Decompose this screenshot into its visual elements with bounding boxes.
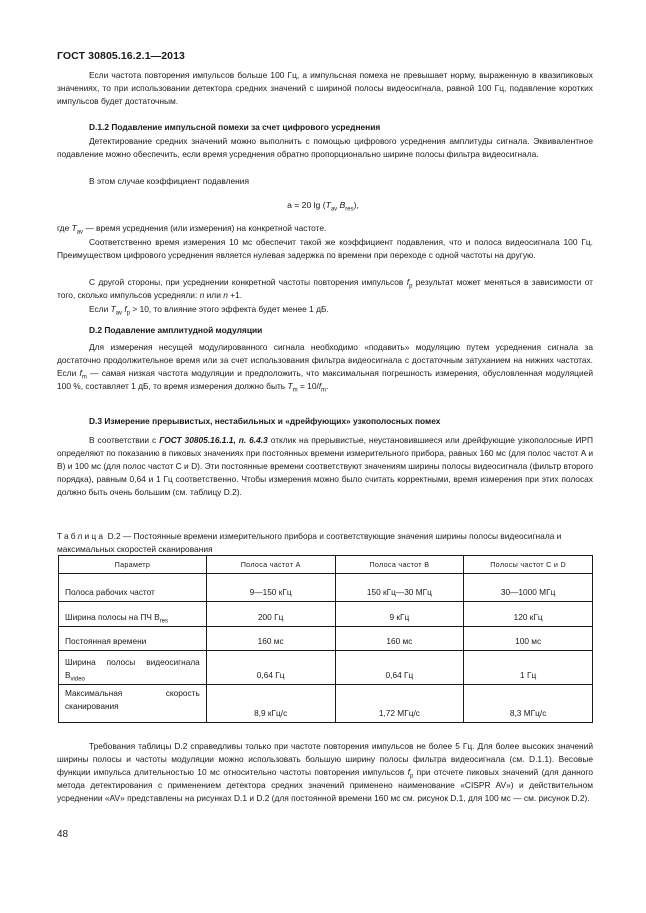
table-cell: 150 кГц—30 МГц bbox=[335, 574, 464, 602]
paragraph-suppression-coefficient: В этом случае коэффициент подавления bbox=[89, 176, 250, 186]
table-header-cell: Полоса частот B bbox=[335, 556, 464, 574]
paragraph-effect-limit: Если $T_{av}$ $f_p > 10$, то влияние этого эффекта будет менее 1 дБ. bbox=[89, 304, 329, 317]
table-cell: 8,9 кГц/с bbox=[206, 685, 335, 723]
table-cell: Максимальная скорость сканирования bbox=[59, 685, 207, 723]
table-cell: 120 кГц bbox=[464, 602, 593, 627]
table-cell: 30—1000 МГц bbox=[464, 574, 593, 602]
table-cell: 160 мс bbox=[206, 627, 335, 651]
paragraph-pulse-frequency: Если частота повторения импульсов больше 100 Гц, а импульсная помеха не превышает норму, выраженную в квазипиковых значениях, то при использовании детектора средних значений с шириной полосы видеосигнала, равной 100 Гц, подавление коротких импульсов будет достаточным. bbox=[57, 70, 593, 107]
heading-d12: D.1.2 Подавление импульсной помехи за счет цифрового усреднения bbox=[89, 122, 381, 132]
table-cell: 0,64 Гц bbox=[335, 651, 464, 685]
table-cell: 1 Гц bbox=[464, 651, 593, 685]
table-cell: 9 кГц bbox=[335, 602, 464, 627]
table-row bbox=[59, 651, 593, 685]
table-cell: 160 мс bbox=[335, 627, 464, 651]
heading-d3: D.3 Измерение прерывистых, нестабильных и «дрейфующих» узкополосных помех bbox=[89, 416, 441, 426]
paragraph-intermittent-interference: В соответствии с ГОСТ 30805.16.1.1, п. 6.4.3 отклик на прерывистые, неустановившиеся или дрейфующие узкополосные ИРП определяют по показанию в пиковых значениях при постоянных времени измерительного прибора, равных 160 мс (для полос частот A и B) и 100 мс (для полос частот C и D). Эти постоянные времени соответствуют значениям ширины полосы видеосигнала (фильтр второго порядка), равным 0,64 и 1 Гц соответственно. Чтобы измерения можно было считать корректными, время измерения при этих полосах должно быть очень большим (см. таблицу D.2). bbox=[57, 435, 593, 498]
table-row bbox=[59, 627, 593, 651]
table-d2 bbox=[58, 555, 593, 723]
formula-suppression: a = 20 $\lg (T_{av}$ $B_{res}$), bbox=[287, 200, 359, 213]
table-cell: Ширина полосы на ПЧ $B_{res}$ bbox=[59, 602, 207, 627]
table-cell: Полоса рабочих частот bbox=[59, 574, 207, 602]
table-cell: 200 Гц bbox=[206, 602, 335, 627]
heading-d2: D.2 Подавление амплитудной модуляции bbox=[89, 325, 263, 335]
table-row bbox=[59, 685, 593, 723]
table-row bbox=[59, 574, 593, 602]
table-cell: Ширина полосы видеосигнала $B_{video}$ bbox=[59, 651, 207, 685]
table-cell: 8,3 МГц/с bbox=[464, 685, 593, 723]
paragraph-where-tav: где $T_{av}$ — время усреднения (или измерения) на конкретной частоте. bbox=[57, 223, 327, 236]
table-row bbox=[59, 602, 593, 627]
page-number: 48 bbox=[57, 829, 69, 840]
paragraph-measurement-time: Соответственно время измерения 10 мс обеспечит такой же коэффициент подавления, что и полоса видеосигнала 100 Гц. Преимуществом цифрового усреднения является нулевая задержка по времени при переходе с одной частоты на другую. bbox=[57, 237, 593, 261]
table-caption: Таблица D.2 — Постоянные времени измерительного прибора и соответствующие значения ширины полосы видеосигнала и максимальных скоростей сканирования bbox=[57, 531, 562, 555]
paragraph-table-requirements: Требования таблицы D.2 справедливы только при частоте повторения импульсов не более 5 Гц. Для более высоких значений ширины полосы и частоты модуляции можно использовать большую ширину полосы фильтра видеосигнала (см. D.1.1). Весовые функции импульса длительностью 10 мс относительно частоты повторения импульсов $f_p$ при отсчете пиковых значений (для данного метода детектирования с применением детектора средних значений применено наименование «CISPR AV») и действительном усреднении «AV» представлены на рисунках D.1 и D.2 (для постоянной времени 160 мс см. рисунок D.1, для 100 мс — см. рисунок D.2). bbox=[57, 741, 593, 804]
table-header-cell: Параметр bbox=[59, 556, 207, 574]
table-header-cell: Полоса частот A bbox=[206, 556, 335, 574]
table-header-row bbox=[59, 556, 593, 574]
page-header: ГОСТ 30805.16.2.1—2013 bbox=[57, 50, 185, 62]
table-cell: 1,72 МГц/с bbox=[335, 685, 464, 723]
table-cell: 9—150 кГц bbox=[206, 574, 335, 602]
paragraph-digital-averaging: Детектирование средних значений можно выполнить с помощью цифрового усреднения амплитуды сигнала. Эквивалентное подавление можно обеспечить, если время усреднения обратно пропорционально ширине полосы фильтра видеосигнала. bbox=[57, 136, 593, 160]
table-cell: 100 мс bbox=[464, 627, 593, 651]
table-cell: 0,64 Гц bbox=[206, 651, 335, 685]
paragraph-amplitude-modulation: Для измерения несущей модулированного сигнала необходимо «подавить» модуляцию путем усреднения сигнала за достаточно продолжительное время или за счет использования фильтра видеосигнала с достаточным затуханием на нижних частотах. Если $f_m$ — самая низкая частота модуляции и предположить, что максимальная погрешность измерения, обусловленная модуляцией 100 %, составляет 1 дБ, то время измерения должно быть $T_m = 10/f_m$. bbox=[57, 342, 593, 394]
paragraph-pulse-count: С другой стороны, при усреднении конкретной частоты повторения импульсов $f_p$ результат может меняться в зависимости от того, сколько импульсов усредняли: n или n +1. bbox=[57, 277, 593, 301]
table-header-cell: Полосы частот C и D bbox=[464, 556, 593, 574]
table-cell: Постоянная времени bbox=[59, 627, 207, 651]
